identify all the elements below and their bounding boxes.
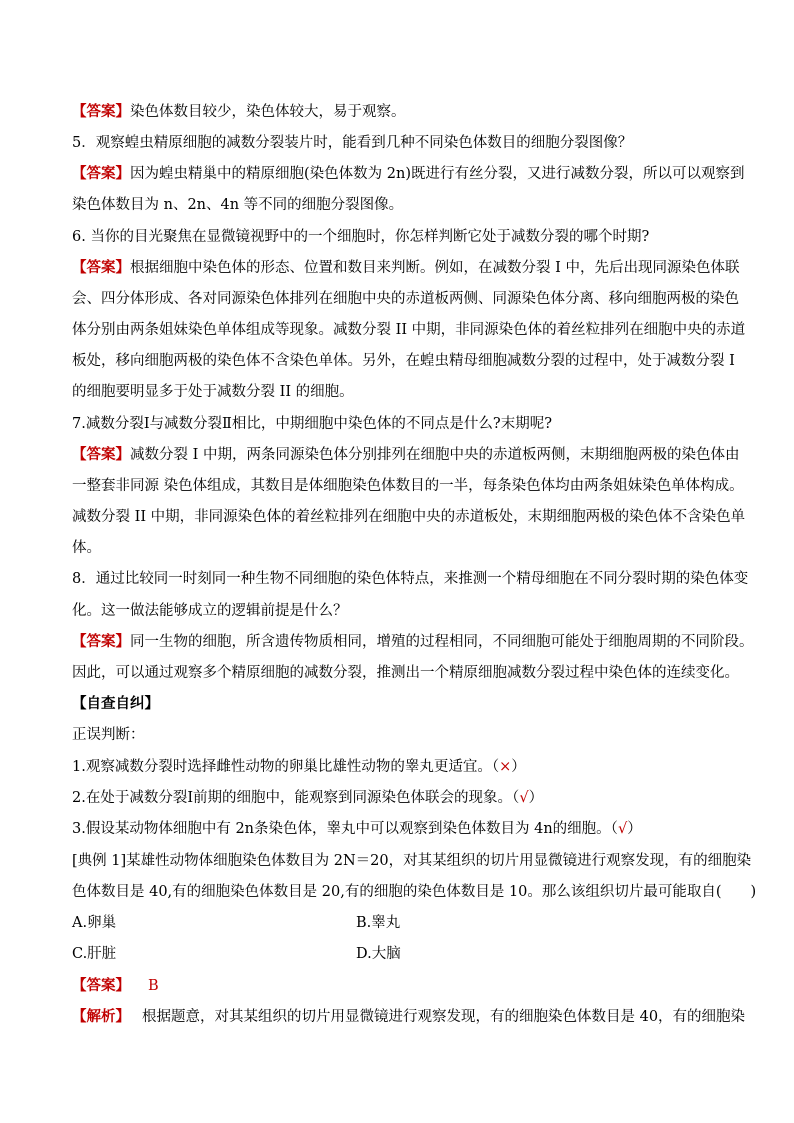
example-1-line-1: [典例 1]某雄性动物体细胞染色体数目为 2N＝20，对其某组织的切片用显微镜进行观察发现，有的细胞染 (72, 853, 752, 869)
question-8-line-1: 8．通过比较同一时刻同一种生物不同细胞的染色体特点，来推测一个精母细胞在不同分裂时期的染色体变 (72, 571, 749, 587)
answer-6-line-1 (72, 257, 739, 279)
question-6: 6. 当你的目光聚焦在显微镜视野中的一个细胞时，你怎样判断它处于减数分裂的哪个时期? (72, 229, 650, 245)
answer-value: B (148, 978, 159, 994)
tf-item-1 (72, 756, 526, 778)
answer-8-line-1 (72, 631, 754, 653)
answer-text: 因为蝗虫精巢中的精原细胞(染色体数为 2n)既进行有丝分裂，又进行减数分裂，所以可以观察到 (130, 166, 745, 182)
cross-mark-icon: × (499, 759, 512, 775)
question-8-line-2: 化。这一做法能够成立的逻辑前提是什么？ (72, 603, 348, 619)
answer-label: 【答案】 (72, 977, 130, 994)
option-a: A.卵巢 (72, 915, 117, 931)
tf-item-text: 2.在处于减数分裂Ⅰ前期的细胞中，能观察到同源染色体联会的现象。（ (72, 790, 520, 806)
answer-7-line-3: 减数分裂 II 中期，非同源染色体的着丝粒排列在细胞中央的赤道板处，末期细胞两极的染色体不含染色单 (72, 509, 746, 525)
answer-label: 【答案】 (72, 165, 130, 182)
tf-item-text: 1.观察减数分裂时选择雌性动物的卵巢比雄性动物的睾丸更适宜。（ (72, 759, 500, 775)
answer-5-line-2: 染色体数目为 n、2n、4n 等不同的细胞分裂图像。 (72, 197, 404, 213)
answer-7-line-4: 体。 (72, 540, 101, 556)
tf-item-close: ） (627, 821, 642, 837)
answer-8-line-2: 因此，可以通过观察多个精原细胞的减数分裂，推测出一个精原细胞减数分裂过程中染色体的连续变化。 (72, 665, 739, 681)
answer-label: 【答案】 (72, 446, 130, 463)
section-title-selfcheck: 【自查自纠】 (72, 695, 159, 712)
answer-text: 根据细胞中染色体的形态、位置和数目来判断。例如，在减数分裂 I 中，先后出现同源染色体联 (130, 260, 740, 276)
option-b: B.睾丸 (356, 915, 401, 931)
answer-label: 【答案】 (72, 633, 130, 650)
tf-item-2 (72, 787, 543, 809)
answer-7-line-1 (72, 444, 739, 466)
question-5: 5．观察蝗虫精原细胞的减数分裂装片时，能看到几种不同染色体数目的细胞分裂图像？ (72, 135, 633, 151)
explanation-text: 根据题意，对其某组织的切片用显微镜进行观察发现，有的细胞染色体数目是 40，有的细胞染 (142, 1009, 746, 1025)
tf-item-text: 3.假设某动物体细胞中有 2n条染色体，睾丸中可以观察到染色体数目为 4n的细胞。（ (72, 821, 618, 837)
answer-6-line-4: 板处，移向细胞两极的染色体不含染色单体。另外，在蝗虫精母细胞减数分裂的过程中，处于减数分裂 I (72, 353, 735, 369)
answer-label: 【答案】 (72, 259, 130, 276)
answer-6-line-3: 体分别由两条姐妹染色单体组成等现象。减数分裂 II 中期，非同源染色体的着丝粒排列在细胞中央的赤道 (72, 322, 746, 338)
explanation-label: 【解析】 (72, 1008, 130, 1025)
answer-text: 减数分裂 I 中期，两条同源染色体分别排列在细胞中央的赤道板两侧，末期细胞两极的染色体由 (130, 447, 740, 463)
answer-6-line-2: 会、四分体形成、各对同源染色体排列在细胞中央的赤道板两侧、同源染色体分离、移向细胞两极的染色 (72, 291, 739, 307)
tf-item-close: ） (511, 759, 526, 775)
check-mark-icon: √ (617, 821, 628, 837)
answer-7-line-2: 一整套非同源 染色体组成，其数目是体细胞染色体数目的一半，每条染色体均由两条姐妹染色单体构成。 (72, 478, 744, 494)
option-c: C.肝脏 (72, 946, 117, 962)
answer-line-4 (72, 101, 406, 123)
answer-text: 染色体数目较少，染色体较大，易于观察。 (130, 104, 406, 120)
answer-line (72, 975, 159, 997)
tf-item-close: ） (528, 790, 544, 806)
answer-6-line-5: 的细胞要明显多于处于减数分裂 II 的细胞。 (72, 384, 354, 400)
answer-label: 【答案】 (72, 103, 130, 120)
question-7: 7.减数分裂Ⅰ与减数分裂Ⅱ相比，中期细胞中染色体的不同点是什么?末期呢? (72, 416, 552, 432)
answer-5-line-1 (72, 163, 744, 185)
option-d: D.大脑 (356, 946, 401, 962)
explanation-line (72, 1006, 745, 1028)
true-false-title: 正误判断： (72, 727, 145, 743)
tf-item-3 (72, 818, 642, 840)
answer-text: 同一生物的细胞，所含遗传物质相同，增殖的过程相同，不同细胞可能处于细胞周期的不同阶段。 (130, 634, 754, 650)
check-mark-icon: √ (519, 790, 529, 806)
example-1-line-2: 色体数目是 40,有的细胞染色体数目是 20,有的细胞的染色体数目是 10。那么该组织切片最可能取自( ) (72, 884, 757, 900)
